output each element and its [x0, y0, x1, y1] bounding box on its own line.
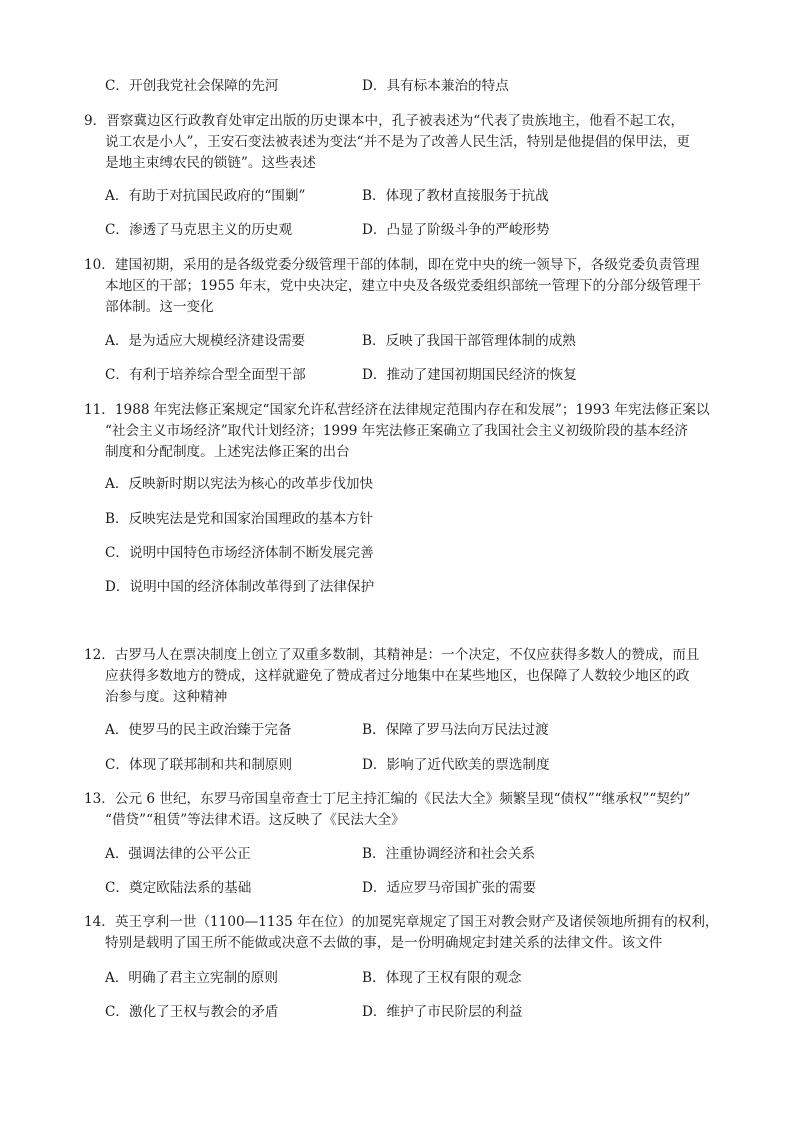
q11-option-b: B．反映宪法是党和国家治国理政的基本方针 — [105, 511, 374, 527]
q14-option-a: A．明确了君主立宪制的原则 — [105, 970, 278, 986]
q10-stem-line: 10．建国初期，采用的是各级党委分级管理干部的体制，即在党中央的统一领导下，各级党委负责管理 — [84, 257, 700, 273]
q11-stem-line: 11．1988 年宪法修正案规定“国家允许私营经济在法律规定范围内存在和发展”；1993 年宪法修正案以 — [84, 402, 710, 418]
q11-stem-line: “社会主义市场经济”取代计划经济；1999 年宪法修正案确立了我国社会主义初级阶段的基本经济 — [105, 423, 688, 439]
q9-stem-line: 说工农是小人”，王安石变法被表述为变法“并不是为了改善人民生活，特别是他提倡的保甲法，更 — [105, 134, 690, 150]
q9-stem-line: 9．晋察冀边区行政教育处审定出版的历史课本中，孔子被表述为“代表了贵族地主，他看不起工农， — [84, 113, 685, 129]
q13-option-c: C．奠定欧陆法系的基础 — [105, 880, 252, 896]
q12-option-d: D．影响了近代欧美的票选制度 — [362, 757, 550, 773]
q10-option-c: C．有利于培养综合型全面型干部 — [105, 367, 306, 383]
q11-stem-line: 制度和分配制度。上述宪法修正案的出台 — [105, 444, 350, 460]
q10-stem-line: 本地区的干部；1955 年末，党中央决定，建立中央及各级党委组织部统一管理下的分部分级管理干 — [105, 278, 702, 294]
q13-option-a: A．强调法律的公平公正 — [105, 846, 251, 862]
q10-stem-line: 部体制。这一变化 — [105, 299, 214, 315]
q9-stem — [84, 111, 690, 174]
q14-stem-line: 14．英王亨利一世（1100—1135 年在位）的加冕宪章规定了国王对教会财产及诸侯领地所拥有的权利， — [84, 914, 719, 930]
q12-stem-line: 12．古罗马人在票决制度上创立了双重多数制，其精神是：一个决定，不仅应获得多数人的赞成，而且 — [84, 647, 700, 663]
q13-option-d: D．适应罗马帝国扩张的需要 — [362, 880, 537, 896]
q14-option-c: C．激化了王权与教会的矛盾 — [105, 1004, 279, 1020]
q11-option-c: C．说明中国特色市场经济体制不断发展完善 — [105, 545, 374, 561]
q12-stem-line: 应获得多数地方的赞成，这样就避免了赞成者过分地集中在某些地区，也保障了人数较少地区的政 — [105, 668, 690, 684]
q13-stem-line: “借贷”“租赁”等法律术语。这反映了《民法大全》 — [105, 812, 405, 828]
q13-stem-line: 13．公元 6 世纪，东罗马帝国皇帝查士丁尼主持汇编的《民法大全》频繁呈现“债权”“继承权”“契约” — [84, 791, 691, 807]
q9-option-c: C．渗透了马克思主义的历史观 — [105, 222, 293, 238]
q14-option-d: D．维护了市民阶层的利益 — [362, 1004, 523, 1020]
q8-option-c: C．开创我党社会保障的先河 — [105, 78, 279, 94]
q13-stem — [84, 789, 690, 831]
q11-option-a: A．反映新时期以宪法为核心的改革步伐加快 — [105, 476, 374, 492]
q9-option-d: D．凸显了阶级斗争的严峻形势 — [362, 222, 550, 238]
q10-option-a: A．是为适应大规模经济建设需要 — [105, 333, 306, 349]
q9-stem-line: 是地主束缚农民的锁链”。这些表述 — [105, 155, 316, 171]
q12-option-c: C．体现了联邦制和共和制原则 — [105, 757, 293, 773]
q12-option-a: A．使罗马的民主政治臻于完备 — [105, 722, 292, 738]
q9-option-a: A．有助于对抗国民政府的“围剿” — [105, 188, 306, 204]
q12-option-b: B．保障了罗马法向万民法过渡 — [362, 722, 549, 738]
q10-stem — [84, 255, 701, 318]
q8-option-d: D．具有标本兼治的特点 — [362, 78, 509, 94]
q14-stem — [84, 912, 719, 954]
q11-stem — [84, 400, 710, 463]
q12-stem — [84, 645, 699, 708]
q10-option-d: D．推动了建国初期国民经济的恢复 — [362, 367, 577, 383]
q13-option-b: B．注重协调经济和社会关系 — [362, 846, 536, 862]
q10-option-b: B．反映了我国干部管理体制的成熟 — [362, 333, 576, 349]
q14-option-b: B．体现了王权有限的观念 — [362, 970, 522, 986]
q11-option-d: D．说明中国的经济体制改革得到了法律保护 — [105, 579, 375, 595]
q9-option-b: B．体现了教材直接服务于抗战 — [362, 188, 549, 204]
q12-stem-line: 治参与度。这种精神 — [105, 689, 228, 705]
q14-stem-line: 特别是载明了国王所不能做或决意不去做的事，是一份明确规定封建关系的法律文件。该文件 — [105, 935, 663, 951]
